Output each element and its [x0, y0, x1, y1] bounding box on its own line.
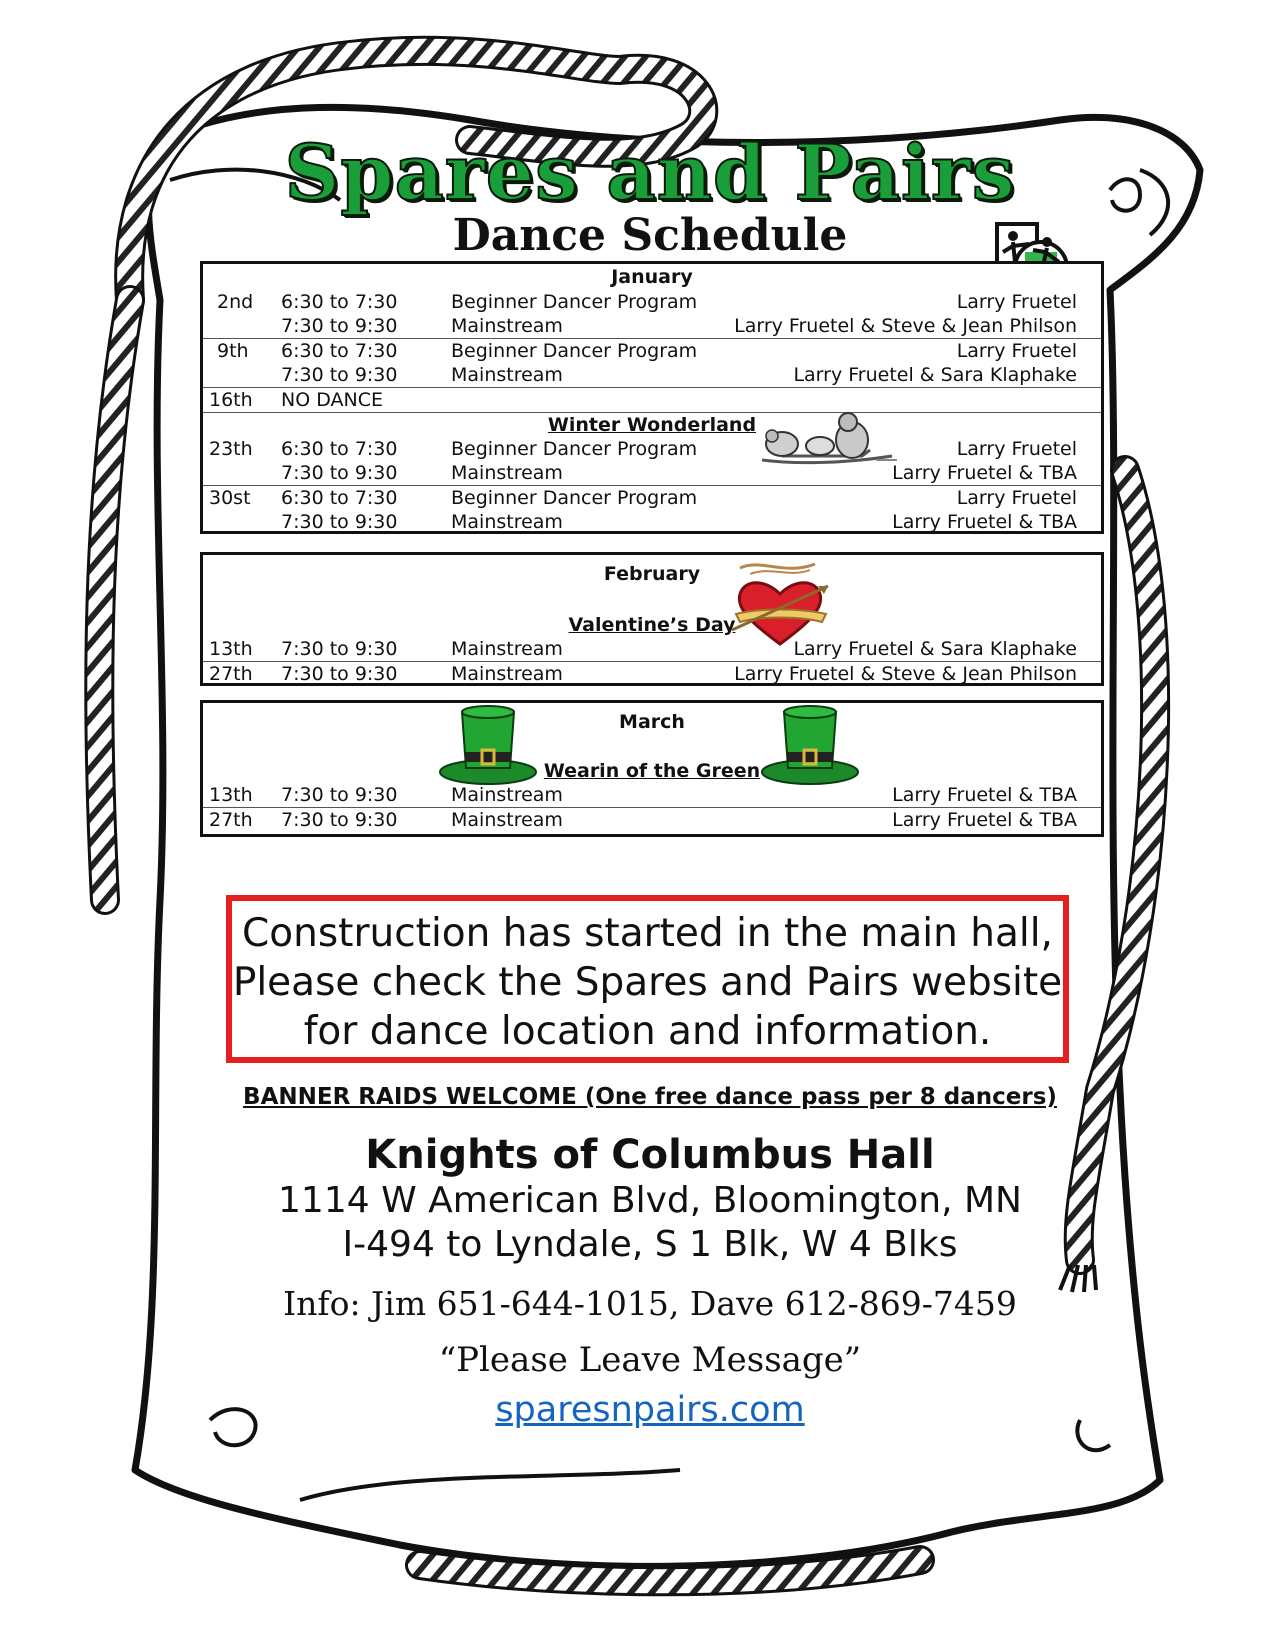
row-date: 30st: [209, 487, 251, 509]
table-row: [203, 783, 1101, 807]
table-row: [203, 387, 1101, 413]
page-title: Spares and Pairs: [284, 128, 1016, 217]
row-time: 7:30 to 9:30: [281, 638, 398, 660]
leprechaun-hat-icon: [760, 704, 860, 786]
table-row: [203, 807, 1101, 832]
row-caller: Larry Fruetel & TBA: [892, 809, 1077, 831]
row-date: 13th: [209, 638, 253, 660]
row-caller: Larry Fruetel: [956, 291, 1077, 313]
table-row: [203, 437, 1101, 461]
row-date: 2nd: [217, 291, 254, 313]
row-time: 7:30 to 9:30: [281, 809, 398, 831]
row-caller: Larry Fruetel & TBA: [892, 511, 1077, 533]
heart-arrow-icon: [730, 556, 830, 648]
row-program: Mainstream: [451, 784, 563, 806]
row-program: Mainstream: [451, 638, 563, 660]
row-time: 7:30 to 9:30: [281, 462, 398, 484]
row-time: 6:30 to 7:30: [281, 291, 398, 313]
row-program: Beginner Dancer Program: [451, 438, 698, 460]
hall-address: 1114 W American Blvd, Bloomington, MN: [278, 1180, 1022, 1221]
notice-line-1: Construction has started in the main hall,: [242, 911, 1053, 956]
row-caller: Larry Fruetel & Steve & Jean Philson: [734, 663, 1077, 685]
row-date: 13th: [209, 784, 253, 806]
row-caller: Larry Fruetel & Steve & Jean Philson: [734, 315, 1077, 337]
table-row: [203, 461, 1101, 485]
row-date: 9th: [217, 340, 249, 362]
row-date: 27th: [209, 663, 253, 685]
row-time: 7:30 to 9:30: [281, 511, 398, 533]
leave-message: “Please Leave Message”: [438, 1340, 862, 1380]
month-heading-february: February: [603, 563, 701, 585]
row-caller: Larry Fruetel & Sara Klaphake: [793, 638, 1077, 660]
march-section: [200, 700, 1104, 837]
row-program: Mainstream: [451, 364, 563, 386]
row-program: Beginner Dancer Program: [451, 487, 698, 509]
row-time: 6:30 to 7:30: [281, 438, 398, 460]
banner-raids-text: BANNER RAIDS WELCOME (One free dance pass per 8 dancers): [243, 1084, 1057, 1110]
row-date: 16th: [209, 389, 253, 411]
row-time: 7:30 to 9:30: [281, 784, 398, 806]
table-row: [203, 363, 1101, 387]
no-dance-note: NO DANCE: [281, 389, 383, 411]
row-caller: Larry Fruetel: [956, 487, 1077, 509]
row-program: Mainstream: [451, 315, 563, 337]
row-caller: Larry Fruetel & Sara Klaphake: [793, 364, 1077, 386]
row-program: Beginner Dancer Program: [451, 340, 698, 362]
construction-notice: [226, 895, 1069, 1063]
hall-name: Knights of Columbus Hall: [365, 1132, 935, 1178]
event-heading-winter: Winter Wonderland: [547, 414, 757, 436]
row-caller: Larry Fruetel & TBA: [892, 784, 1077, 806]
table-row: [203, 290, 1101, 314]
website-link[interactable]: sparesnpairs.com: [495, 1390, 805, 1430]
row-caller: Larry Fruetel: [956, 438, 1077, 460]
row-program: Mainstream: [451, 663, 563, 685]
row-time: 6:30 to 7:30: [281, 487, 398, 509]
january-section: [200, 261, 1104, 534]
table-row: [203, 338, 1101, 363]
event-heading-green: Wearin of the Green: [543, 760, 761, 782]
row-program: Mainstream: [451, 809, 563, 831]
february-section: [200, 552, 1104, 686]
month-heading-january: January: [611, 266, 693, 288]
month-heading-march: March: [619, 711, 685, 733]
table-row: [203, 661, 1101, 686]
notice-line-3: for dance location and information.: [303, 1009, 992, 1054]
row-time: 7:30 to 9:30: [281, 315, 398, 337]
row-date: 23th: [209, 438, 253, 460]
table-row: [203, 314, 1101, 338]
row-program: Beginner Dancer Program: [451, 291, 698, 313]
table-row: [203, 485, 1101, 510]
table-row: [203, 637, 1101, 661]
leprechaun-hat-icon: [438, 704, 538, 786]
row-time: 7:30 to 9:30: [281, 364, 398, 386]
notice-line-2: Please check the Spares and Pairs website: [232, 960, 1063, 1005]
hall-directions: I-494 to Lyndale, S 1 Blk, W 4 Blks: [342, 1224, 958, 1265]
row-time: 7:30 to 9:30: [281, 663, 398, 685]
event-heading-valentines: Valentine’s Day: [568, 614, 736, 636]
row-caller: Larry Fruetel & TBA: [892, 462, 1077, 484]
row-program: Mainstream: [451, 462, 563, 484]
page-subtitle: Dance Schedule: [452, 210, 848, 261]
row-caller: Larry Fruetel: [956, 340, 1077, 362]
row-date: 27th: [209, 809, 253, 831]
row-program: Mainstream: [451, 511, 563, 533]
row-time: 6:30 to 7:30: [281, 340, 398, 362]
contact-info: Info: Jim 651-644-1015, Dave 612-869-7459: [283, 1284, 1017, 1323]
table-row: [203, 510, 1101, 534]
winter-sled-icon: [752, 412, 902, 472]
